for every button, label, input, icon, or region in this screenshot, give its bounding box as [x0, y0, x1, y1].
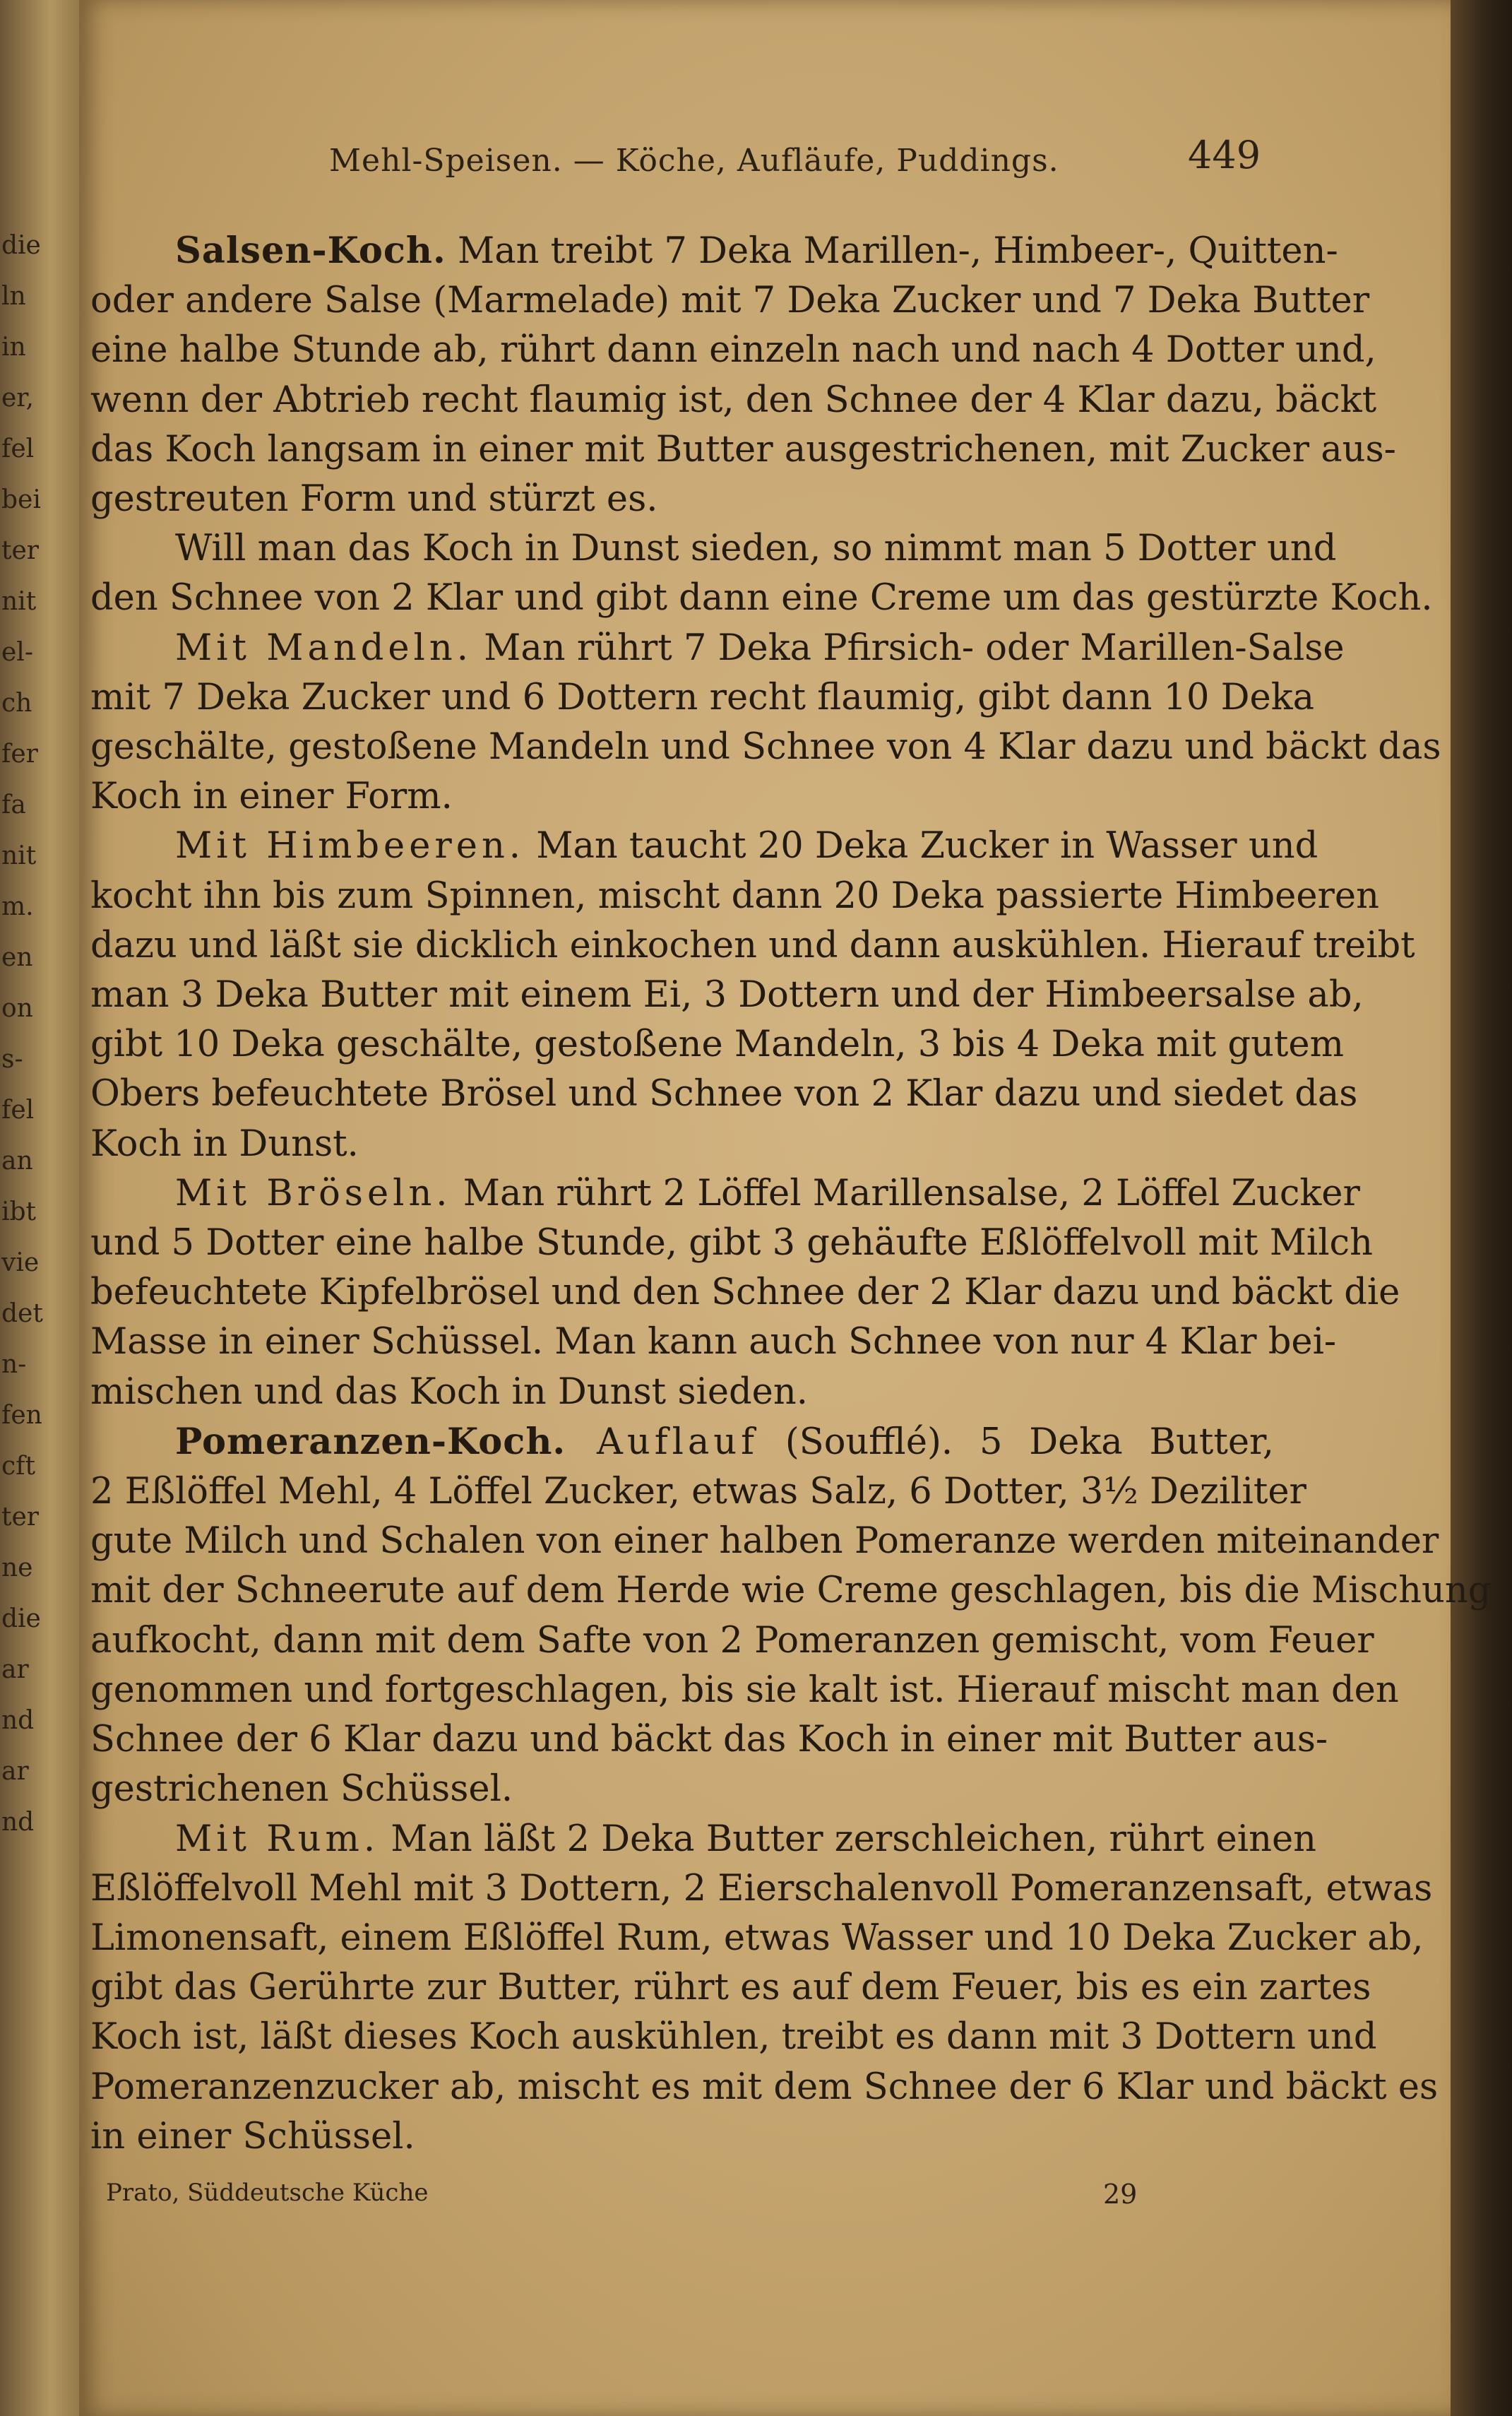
page-footer: [106, 2179, 1179, 2221]
line-text: wenn der Abtrieb recht flaumig ist, den Schnee der 4 Klar dazu, bäckt: [90, 379, 1377, 421]
line-text: gibt das Gerührte zur Butter, rührt es auf dem Feuer, bis es ein zartes: [90, 1967, 1371, 2009]
text-line: [90, 772, 1274, 822]
left-page-fragment: nit: [1, 841, 37, 870]
variant-heading: Mit Rum.: [175, 1818, 380, 1860]
text-line: [90, 1517, 1439, 1566]
left-page-fragment: fer: [1, 740, 38, 769]
left-page-fragment: an: [1, 1147, 33, 1176]
text-line: [90, 2013, 1377, 2062]
line-text: Limonensaft, einem Eßlöffel Rum, etwas Wasser und 10 Deka Zucker ab,: [90, 1917, 1424, 1959]
text-line: [90, 1914, 1424, 1963]
text-line: [90, 1715, 1328, 1765]
text-line: [90, 624, 1345, 673]
left-page-fragment: ar: [1, 1757, 29, 1786]
text-line: [90, 2112, 1274, 2162]
line-text: Man läßt 2 Deka Butter zerschleichen, rührt einen: [379, 1818, 1316, 1860]
text-line: [90, 1616, 1374, 1666]
body-text: [90, 226, 1492, 2162]
recipe-heading: Pomeranzen-Koch.: [175, 1420, 566, 1463]
left-page-fragment: n-: [1, 1350, 27, 1379]
line-text: Koch ist, läßt dieses Koch auskühlen, treibt es dann mit 3 Dottern und: [90, 2016, 1377, 2059]
variant-heading: Mit Mandeln.: [175, 627, 472, 669]
line-text: in einer Schüssel.: [90, 2115, 415, 2157]
paragraph: [90, 1169, 1400, 1417]
right-page-edge: [1451, 0, 1512, 2416]
text-line: [90, 574, 1433, 623]
text-line: [90, 1666, 1399, 1715]
line-text: Masse in einer Schüssel. Man kann auch Schnee von nur 4 Klar bei-: [90, 1321, 1337, 1363]
left-page-fragment: ch: [1, 689, 32, 718]
line-text: mischen und das Koch in Dunst sieden.: [90, 1370, 808, 1413]
line-text: (Soufflé). 5 Deka Butter,: [758, 1421, 1274, 1463]
page-number: 449: [1188, 133, 1261, 177]
left-page-fragment: fel: [1, 1096, 35, 1125]
text-line: [90, 921, 1415, 971]
text-line: [90, 1815, 1316, 1864]
paragraph: [90, 1417, 1492, 1815]
line-text: gestreuten Form und stürzt es.: [90, 478, 658, 521]
page-header: [261, 133, 1391, 189]
variant-heading: Mit Bröseln.: [175, 1172, 452, 1214]
left-page-fragment: nit: [1, 587, 37, 616]
line-text: Man rührt 7 Deka Pfirsich- oder Marillen-Salse: [472, 627, 1345, 669]
line-text: Schnee der 6 Klar dazu und bäckt das Koch in einer mit Butter aus-: [90, 1719, 1328, 1761]
line-text: kocht ihn bis zum Spinnen, mischt dann 20 Deka passierte Himbeeren: [90, 875, 1379, 917]
left-page-fragment: fel: [1, 434, 35, 463]
line-text: Man treibt 7 Deka Marillen-, Himbeer-, Quitten-: [446, 230, 1338, 272]
paragraph: [90, 226, 1396, 524]
line-text: dazu und läßt sie dicklich einkochen und dann auskühlen. Hierauf treibt: [90, 924, 1415, 966]
left-page-fragment: nd: [1, 1706, 35, 1735]
line-text: gibt 10 Deka geschälte, gestoßene Mandeln, 3 bis 4 Deka mit gutem: [90, 1024, 1344, 1066]
footer-signature: Prato, Süddeutsche Küche: [106, 2179, 429, 2207]
text-line: [90, 1864, 1433, 1914]
text-line: [90, 226, 1338, 276]
text-line: [90, 1120, 1274, 1169]
line-text: befeuchtete Kipfelbrösel und den Schnee der 2 Klar dazu und bäckt die: [90, 1272, 1400, 1314]
text-line: [90, 872, 1379, 921]
line-text: und 5 Dotter eine halbe Stunde, gibt 3 gehäufte Eßlöffelvoll mit Milch: [90, 1222, 1373, 1265]
line-text: Man rührt 2 Löffel Marillensalse, 2 Löffel Zucker: [451, 1172, 1360, 1214]
line-text: den Schnee von 2 Klar und gibt dann eine Creme um das gestürzte Koch.: [90, 577, 1433, 620]
line-text: Will man das Koch in Dunst sieden, so nimmt man 5 Dotter und: [175, 528, 1337, 570]
line-text: Man taucht 20 Deka Zucker in Wasser und: [525, 825, 1318, 867]
text-line: [90, 1070, 1358, 1119]
line-text: Obers befeuchtete Brösel und Schnee von 2 Klar dazu und siedet das: [90, 1073, 1358, 1115]
line-text: gute Milch und Schalen von einer halben Pomeranze werden miteinander: [90, 1520, 1439, 1563]
line-text: eine halbe Stunde ab, rührt dann einzeln nach und nach 4 Dotter und,: [90, 329, 1376, 372]
line-text: Koch in Dunst.: [90, 1123, 359, 1165]
text-line: [90, 1317, 1337, 1367]
left-page-fragment: en: [1, 943, 33, 972]
running-head: Mehl-Speisen. — Köche, Aufläufe, Puddings.: [329, 143, 1059, 179]
left-page-fragment: cft: [1, 1452, 35, 1481]
variant-heading: Mit Himbeeren.: [175, 825, 525, 867]
paragraph: [90, 624, 1441, 822]
text-line: [90, 1765, 1274, 1814]
left-page-fragment: s-: [1, 1045, 23, 1074]
left-page-fragment: die: [1, 1604, 41, 1633]
text-line: [90, 2063, 1439, 2112]
text-line: [90, 723, 1441, 772]
left-page-fragment: fen: [1, 1401, 42, 1430]
text-line: [90, 1219, 1373, 1268]
text-line: [90, 1467, 1306, 1517]
left-page-fragment: on: [1, 994, 33, 1023]
left-page-fragment: bei: [1, 485, 41, 514]
left-page-fragment: ne: [1, 1553, 33, 1582]
left-page-fragment: er,: [1, 384, 35, 413]
text-line: [90, 326, 1376, 375]
left-page-fragment: ln: [1, 282, 26, 311]
left-page-fragment: ibt: [1, 1197, 37, 1226]
text-line: [90, 822, 1318, 871]
left-page-fragment: in: [1, 333, 26, 362]
text-line: [90, 524, 1337, 574]
text-line: [90, 1566, 1492, 1616]
line-text: mit 7 Deka Zucker und 6 Dottern recht flaumig, gibt dann 10 Deka: [90, 676, 1315, 718]
line-text: Pomeranzenzucker ab, mischt es mit dem Schnee der 6 Klar und bäckt es: [90, 2066, 1439, 2108]
text-line: [90, 376, 1377, 425]
text-line: [90, 1963, 1371, 2013]
left-page-fragment: ar: [1, 1655, 29, 1684]
left-page-fragment: det: [1, 1299, 43, 1328]
line-text: mit der Schneerute auf dem Herde wie Creme geschlagen, bis die Mischung: [90, 1570, 1492, 1612]
text-line: [90, 673, 1315, 723]
left-page-fragment: el-: [1, 638, 33, 667]
left-page-fragment: fa: [1, 790, 26, 819]
line-text: Koch in einer Form.: [90, 776, 453, 818]
left-page-fragment: ter: [1, 536, 39, 565]
text-line: [90, 1368, 1274, 1417]
text-line: [90, 1268, 1400, 1317]
recipe-heading: Salsen-Koch.: [175, 230, 446, 272]
footer-sheet-number: 29: [1103, 2179, 1138, 2210]
variant-heading: Auflauf: [566, 1421, 759, 1463]
text-line: [90, 1417, 1274, 1467]
text-line: [90, 425, 1396, 475]
left-page-fragment: die: [1, 231, 41, 260]
line-text: Eßlöffelvoll Mehl mit 3 Dottern, 2 Eierschalenvoll Pomeranzensaft, etwas: [90, 1867, 1433, 1909]
text-line: [90, 1020, 1344, 1070]
paragraph: [90, 822, 1415, 1168]
line-text: genommen und fortgeschlagen, bis sie kalt ist. Hierauf mischt man den: [90, 1669, 1399, 1711]
line-text: gestrichenen Schüssel.: [90, 1768, 513, 1811]
left-page-fragment: m.: [1, 892, 34, 921]
paragraph: [90, 1815, 1439, 2162]
line-text: das Koch langsam in einer mit Butter ausgestrichenen, mit Zucker aus-: [90, 428, 1396, 470]
text-line: [90, 1169, 1360, 1219]
line-text: aufkocht, dann mit dem Safte von 2 Pomeranzen gemischt, vom Feuer: [90, 1619, 1374, 1662]
line-text: oder andere Salse (Marmelade) mit 7 Deka Zucker und 7 Deka Butter: [90, 280, 1370, 322]
line-text: 2 Eßlöffel Mehl, 4 Löffel Zucker, etwas Salz, 6 Dotter, 3½ Deziliter: [90, 1471, 1306, 1513]
left-page-fragment: ter: [1, 1503, 39, 1532]
paragraph: [90, 524, 1433, 623]
left-page-fragment: nd: [1, 1808, 35, 1837]
text-line: [90, 475, 1274, 524]
left-page-fragment: vie: [1, 1248, 40, 1277]
line-text: man 3 Deka Butter mit einem Ei, 3 Dottern und der Himbeersalse ab,: [90, 974, 1364, 1017]
text-line: [90, 971, 1364, 1020]
text-line: [90, 276, 1370, 326]
line-text: geschälte, gestoßene Mandeln und Schnee von 4 Klar dazu und bäckt das: [90, 726, 1441, 769]
